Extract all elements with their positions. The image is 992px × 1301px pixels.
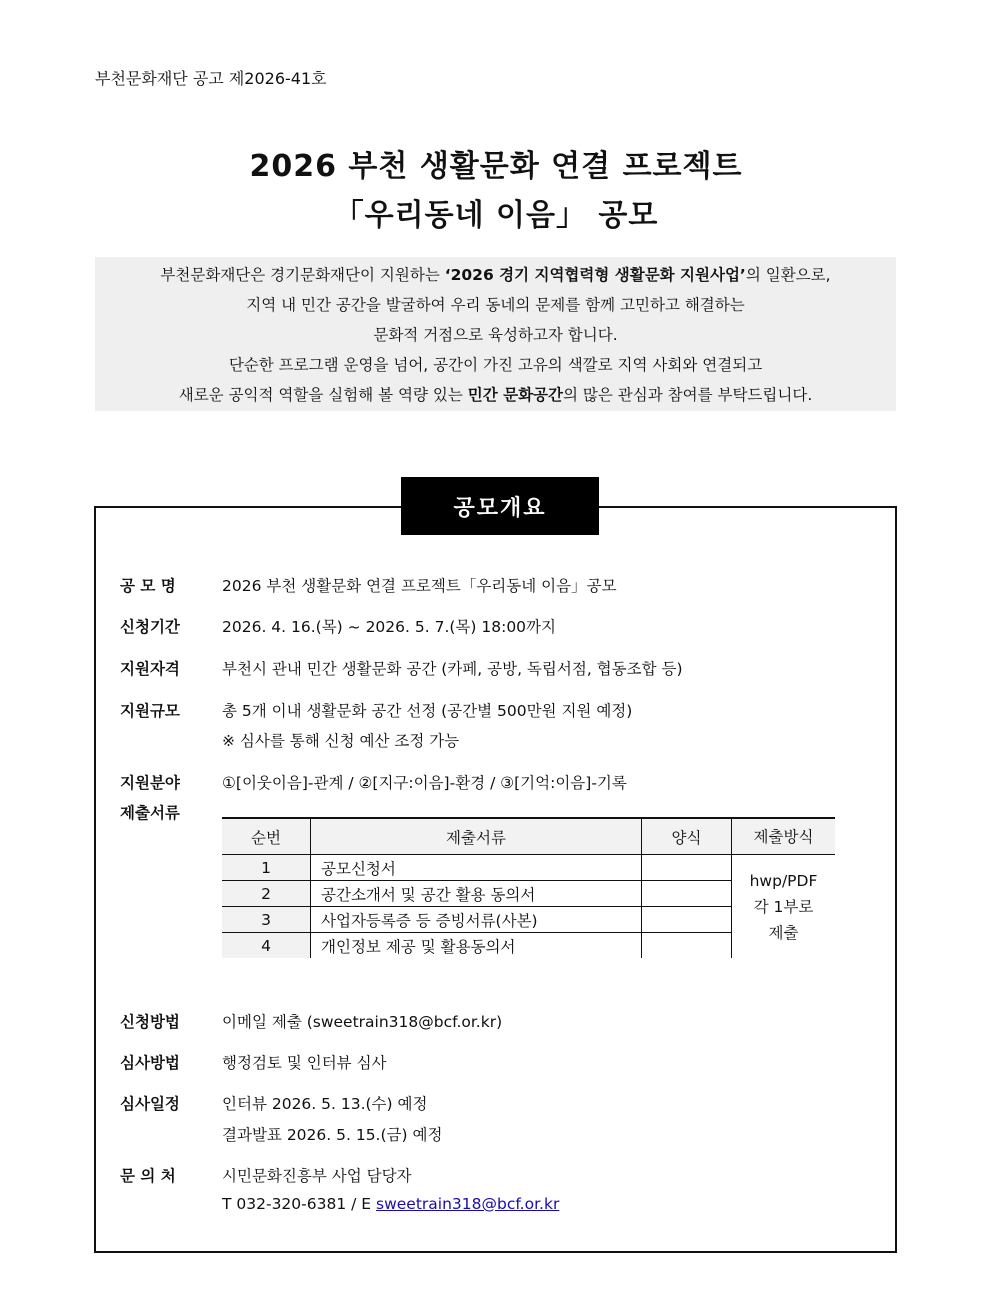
label-period: 신청기간 (120, 618, 180, 636)
method-line-1: hwp/PDF (749, 871, 818, 890)
header-method: 제출방식 (732, 818, 836, 855)
intro-program-name: ‘2026 경기 지역협력형 생활문화 지원사업’ (444, 266, 746, 284)
document-number: 부천문화재단 공고 제2026-41호 (95, 69, 327, 88)
intro-line-1 (95, 260, 896, 290)
label-review-method: 심사방법 (120, 1054, 180, 1072)
row-document: 공간소개서 및 공간 활용 동의서 (311, 881, 642, 907)
value-name: 2026 부천 생활문화 연결 프로젝트「우리동네 이음」공모 (222, 577, 617, 595)
label-apply-method: 신청방법 (120, 1013, 180, 1031)
row-no: 4 (222, 933, 311, 959)
intro-line-3: 문화적 거점으로 육성하고자 합니다. (373, 326, 618, 344)
value-field: ①[이웃이음]-관계 / ②[지구:이음]-환경 / ③[기억:이음]-기록 (222, 774, 627, 792)
row-no: 3 (222, 907, 311, 933)
label-documents: 제출서류 (120, 804, 180, 822)
header-document: 제출서류 (311, 818, 642, 855)
value-review-method: 행정검토 및 인터뷰 심사 (222, 1054, 387, 1072)
label-name: 공 모 명 (120, 577, 176, 595)
row-form (642, 907, 732, 933)
intro-text: 의 많은 관심과 참여를 부탁드립니다. (563, 386, 813, 404)
row-no: 1 (222, 855, 311, 881)
value-scale-note: ※ 심사를 통해 신청 예산 조정 가능 (222, 732, 460, 750)
value-schedule-result: 결과발표 2026. 5. 15.(금) 예정 (222, 1126, 443, 1144)
row-document: 공모신청서 (311, 855, 642, 881)
row-no: 2 (222, 881, 311, 907)
intro-text: 의 일환으로, (745, 266, 831, 284)
row-form (642, 933, 732, 959)
header-form: 양식 (642, 818, 732, 855)
label-contact: 문 의 처 (120, 1167, 176, 1185)
page-title-line2: 「우리동네 이음」 공모 (333, 198, 659, 233)
intro-text: 새로운 공익적 역할을 실험해 볼 역량 있는 (178, 386, 468, 404)
row-document: 개인정보 제공 및 활용동의서 (311, 933, 642, 959)
row-form (642, 855, 732, 881)
method-line-2: 각 1부로 (753, 897, 814, 916)
method-line-3: 제출 (768, 923, 799, 942)
submission-method (732, 855, 836, 959)
value-eligibility: 부천시 관내 민간 생활문화 공간 (카페, 공방, 독립서점, 협동조합 등) (222, 660, 683, 678)
row-form (642, 881, 732, 907)
value-schedule-interview: 인터뷰 2026. 5. 13.(수) 예정 (222, 1095, 428, 1113)
contact-email-link[interactable]: sweetrain318@bcf.or.kr (376, 1195, 560, 1213)
label-scale: 지원규모 (120, 702, 180, 720)
table-header-row (222, 818, 835, 855)
intro-line-4: 단순한 프로그램 운영을 넘어, 공간이 가진 고유의 색깔로 지역 사회와 연결되고 (228, 356, 763, 374)
intro-line-2: 지역 내 민간 공간을 발굴하여 우리 동네의 문제를 함께 고민하고 해결하는 (246, 296, 745, 314)
value-contact-dept: 시민문화진흥부 사업 담당자 (222, 1167, 412, 1185)
header-no: 순번 (222, 818, 311, 855)
label-schedule: 심사일정 (120, 1095, 180, 1113)
row-document: 사업자등록증 등 증빙서류(사본) (311, 907, 642, 933)
intro-emphasis: 민간 문화공간 (467, 386, 564, 404)
value-period: 2026. 4. 16.(목) ~ 2026. 5. 7.(목) 18:00까지 (222, 618, 556, 636)
intro-line-5 (95, 380, 896, 410)
label-field: 지원분야 (120, 774, 180, 792)
value-apply-method: 이메일 제출 (sweetrain318@bcf.or.kr) (222, 1013, 503, 1031)
value-contact-phone (222, 1195, 559, 1213)
documents-table (222, 817, 835, 958)
label-eligibility: 지원자격 (120, 660, 180, 678)
contact-phone: T 032-320-6381 / E (222, 1195, 376, 1213)
value-scale: 총 5개 이내 생활문화 공간 선정 (공간별 500만원 지원 예정) (222, 702, 633, 720)
intro-text: 부천문화재단은 경기문화재단이 지원하는 (160, 266, 445, 284)
page-title-line1: 2026 부천 생활문화 연결 프로젝트 (249, 149, 743, 184)
table-row (222, 855, 835, 881)
section-title-badge: 공모개요 (401, 477, 599, 535)
intro-box (95, 257, 896, 411)
